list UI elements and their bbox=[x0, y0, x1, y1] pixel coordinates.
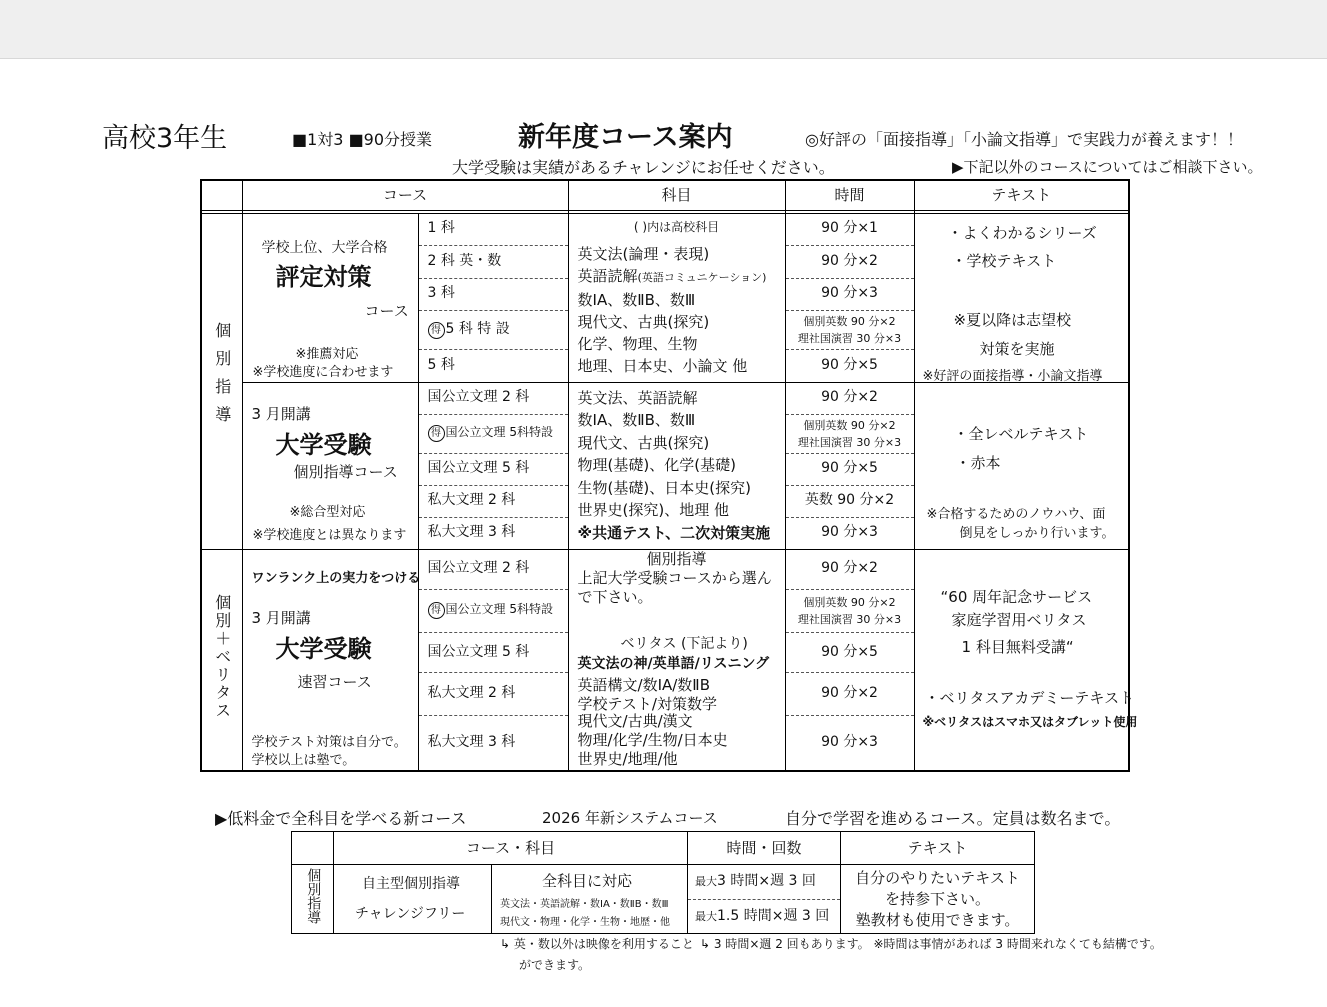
sec3-subject: 英文法の神/英単語/リスニング bbox=[577, 655, 770, 672]
lesson-format: ■1対3 ■90分授業 bbox=[292, 130, 433, 149]
sec2-texts bbox=[914, 382, 1129, 549]
sec1-text: ※夏以降は志望校 bbox=[953, 310, 1072, 329]
sec1-time-5: 90 分×5 bbox=[785, 349, 914, 382]
sec1-subjects bbox=[568, 213, 785, 382]
sec3-subject: 物理/化学/生物/日本史 bbox=[577, 730, 728, 749]
free-header-text: テキスト bbox=[841, 832, 1035, 865]
free-course-table bbox=[291, 831, 1035, 934]
consult-note: ▶下記以外のコースについてはご相談下さい。 bbox=[952, 158, 1263, 176]
sec3-row-3: 国公立文理 5 科 bbox=[418, 633, 568, 673]
course-juken-note2: ※学校進度とは異なります bbox=[252, 527, 407, 543]
free-kobetsu-label: 個別指導 bbox=[305, 868, 322, 925]
sec1-text: ・よくわかるシリーズ bbox=[947, 223, 1097, 242]
sec2-time-4: 英数 90 分×2 bbox=[785, 485, 914, 517]
course-hyotei-title: 評定対策 bbox=[275, 262, 372, 291]
course-juken-suffix: 個別指導コース bbox=[293, 462, 398, 481]
course-sokushu-suffix: 速習コース bbox=[297, 672, 372, 691]
header-subject: 科目 bbox=[568, 180, 785, 210]
course-sokushu-tagline: ワンランク上の実力をつける bbox=[251, 570, 421, 586]
sec1-time-3: 90 分×3 bbox=[785, 278, 914, 310]
sec3-time-2: 個別英数 90 分×2 理社国演習 30 分×3 bbox=[785, 589, 914, 632]
bottom-footnote-1b: ができます。 bbox=[519, 958, 591, 972]
sec1-row-3: 3 科 bbox=[418, 278, 568, 310]
toku-badge-icon: 得 bbox=[428, 425, 445, 442]
course-sokushu-note2: 学校以上は塾で。 bbox=[251, 752, 356, 768]
sec3-subject: 学校テスト/対策数学 bbox=[577, 694, 717, 713]
free-subject-line1: 英文法・英語読解・数ⅠA・数ⅡB・数Ⅲ bbox=[500, 899, 669, 910]
course-sokushu-note1: 学校テスト対策は自分で。 bbox=[251, 734, 407, 750]
sec3-subject: 英語構文/数ⅠA/数ⅡB bbox=[577, 675, 710, 694]
free-text-1: 自分のやりたいテキスト bbox=[855, 869, 1020, 887]
bottom-footnote-2: ↳ 3 時間×週 2 回もあります。 ※時間は事情があれば 3 時間来れなくても結構です。 bbox=[700, 937, 1162, 951]
sec2-subjects bbox=[568, 382, 785, 549]
sec1-row-5: 5 科 bbox=[418, 349, 568, 382]
sec1-time-4: 個別英数 90 分×2 理社国演習 30 分×3 bbox=[785, 310, 914, 349]
free-course-names bbox=[334, 865, 492, 934]
arrow-icon: ↳ bbox=[700, 937, 714, 951]
free-text bbox=[841, 865, 1035, 934]
free-text-3: 塾教材も使用できます。 bbox=[855, 911, 1020, 929]
arrow-icon: ↳ bbox=[500, 937, 514, 951]
header-time: 時間 bbox=[785, 180, 914, 210]
course-juken-title: 大学受験 bbox=[275, 430, 372, 459]
course-hyotei-suffix: コース bbox=[364, 301, 409, 320]
free-time-2: 最大1.5 時間×週 3 回 bbox=[688, 899, 841, 934]
sec1-subject-note: ( )内は高校科目 bbox=[633, 219, 720, 234]
sec1-row-4: 得 5 科 特 設 bbox=[418, 310, 568, 349]
course-hyotei-note2: ※学校進度に合わせます bbox=[252, 364, 394, 380]
sec2-subject: 数ⅠA、数ⅡB、数Ⅲ bbox=[577, 411, 696, 429]
course-juken-note1: ※総合型対応 bbox=[289, 504, 366, 520]
sec1-subject: 地理、日本史、小論文 他 bbox=[577, 356, 748, 375]
sec3-time-3: 90 分×5 bbox=[785, 633, 914, 673]
sec3-subject: 個別指導 bbox=[646, 549, 707, 568]
sec3-time-1: 90 分×2 bbox=[785, 549, 914, 589]
subtitle: 大学受験は実績があるチャレンジにお任せください。 bbox=[452, 158, 835, 177]
bottom-system: 2026 年新システムコース bbox=[542, 809, 718, 827]
sec3-subjects bbox=[568, 549, 785, 771]
sec2-subject: 現代文、古典(探究) bbox=[577, 433, 710, 452]
free-subjects bbox=[492, 865, 688, 934]
course-table bbox=[200, 179, 1138, 772]
sec2-subject: 英文法、英語読解 bbox=[577, 388, 698, 407]
course-hyotei-sub: 学校上位、大学合格 bbox=[261, 239, 388, 256]
free-subject-title: 全科目に対応 bbox=[542, 872, 633, 890]
sec3-subject: 世界史/地理/他 bbox=[577, 749, 678, 768]
sec2-time-5: 90 分×3 bbox=[785, 517, 914, 549]
sec3-row-2: 得 国公立文理 5科特設 bbox=[418, 589, 568, 632]
sec2-row-4: 私大文理 2 科 bbox=[418, 485, 568, 517]
sec2-time-1: 90 分×2 bbox=[785, 382, 914, 414]
free-header-course: コース・科目 bbox=[334, 832, 688, 865]
sec1-row-1: 1 科 bbox=[418, 213, 568, 245]
sec2-row-5: 私大文理 3 科 bbox=[418, 517, 568, 549]
free-kobetsu-cell bbox=[292, 865, 334, 934]
sec1-time-2: 90 分×2 bbox=[785, 245, 914, 278]
bottom-intro: ▶低料金で全科目を学べる新コース bbox=[215, 809, 467, 828]
sec2-row-2: 得 国公立文理 5科特設 bbox=[418, 414, 568, 453]
course-hyotei-note1: ※推薦対応 bbox=[295, 346, 359, 362]
sec1-subject-detail: (英語コミュニケーション) bbox=[637, 270, 767, 284]
sec1-text: ・学校テキスト bbox=[951, 251, 1057, 270]
sec1-time-1: 90 分×1 bbox=[785, 213, 914, 245]
sec1-subject: 数ⅠA、数ⅡB、数Ⅲ bbox=[577, 290, 696, 309]
table-header-row bbox=[201, 180, 1129, 210]
sec3-time-5: 90 分×3 bbox=[785, 715, 914, 770]
free-text-2: を持参下さい。 bbox=[885, 890, 991, 908]
sec3-text: ・ベリタスアカデミーテキスト bbox=[924, 688, 1135, 707]
sec1-subject: 化学、物理、生物 bbox=[577, 334, 698, 353]
free-course-2: チャレンジフリー bbox=[355, 906, 466, 922]
sec3-time-4: 90 分×2 bbox=[785, 673, 914, 715]
grade-title: 高校3年生 bbox=[102, 123, 228, 154]
sec2-row-1: 国公立文理 2 科 bbox=[418, 382, 568, 414]
sec2-text: ・全レベルテキスト bbox=[953, 424, 1089, 443]
sec3-subject: 上記大学受験コースから選ん bbox=[577, 568, 772, 587]
sec3-text: “60 周年記念サービス bbox=[940, 587, 1093, 606]
bottom-footnote-1: ↳ 英・数以外は映像を利用すること bbox=[500, 937, 694, 951]
kobetsu-label-cell bbox=[201, 213, 242, 549]
promo-text: ◎好評の「面接指導」「小論文指導」で実践力が養えます！！ bbox=[805, 130, 1243, 149]
header-course: コース bbox=[242, 180, 568, 210]
browser-toolbar bbox=[0, 0, 1327, 59]
sec3-row-5: 私大文理 3 科 bbox=[418, 715, 568, 770]
sec3-text: 1 科目無料受講“ bbox=[961, 637, 1074, 656]
sec3-subject: ベリタス (下記より) bbox=[620, 635, 748, 652]
sec1-text: 対策を実施 bbox=[979, 339, 1055, 358]
sec3-text: ※ベリタスはスマホ又はタブレット使用 bbox=[922, 714, 1138, 729]
sec2-subject-note: ※共通テスト、二次対策実施 bbox=[577, 523, 771, 542]
sec3-texts bbox=[914, 549, 1138, 771]
free-time-1: 最大3 時間×週 3 回 bbox=[688, 865, 841, 900]
sec3-text: 家庭学習用ベリタス bbox=[951, 610, 1087, 629]
sec2-subject: 物理(基礎)、化学(基礎) bbox=[577, 456, 736, 474]
course-sokushu-month: 3 月開講 bbox=[251, 608, 311, 627]
sec1-subject: 現代文、古典(探究) bbox=[577, 312, 710, 331]
course-juken-kobetsu bbox=[242, 382, 418, 549]
course-juken-month: 3 月開講 bbox=[251, 404, 311, 423]
sec1-subject: 英語読解 bbox=[577, 266, 638, 285]
sec1-texts bbox=[914, 213, 1129, 382]
sec2-text: ※合格するためのノウハウ、面 bbox=[926, 506, 1106, 522]
sec3-subject: で下さい。 bbox=[577, 587, 653, 606]
course-juken-sokushu bbox=[242, 549, 421, 771]
kobetsu-label: 個別指導 bbox=[212, 322, 232, 435]
sec2-time-3: 90 分×5 bbox=[785, 453, 914, 485]
sec2-text: ・赤本 bbox=[955, 453, 1001, 472]
sec3-row-4: 私大文理 2 科 bbox=[418, 673, 568, 715]
sec2-text: 倒見をしっかり行います。 bbox=[959, 525, 1115, 541]
veritas-label-cell bbox=[201, 549, 242, 771]
toku-badge-icon: 得 bbox=[428, 602, 445, 619]
course-sokushu-title: 大学受験 bbox=[275, 634, 372, 663]
header-text: テキスト bbox=[914, 180, 1129, 210]
sec3-subject: 現代文/古典/漢文 bbox=[577, 711, 693, 730]
sec1-subject: 英文法(論理・表現) bbox=[577, 244, 710, 263]
free-subject-line2: 現代文・物理・化学・生物・地歴・他 bbox=[500, 917, 670, 928]
bottom-self: 自分で学習を進めるコース。定員は数名まで。 bbox=[785, 809, 1121, 828]
page-title: 新年度コース案内 bbox=[518, 122, 733, 153]
sec2-time-2: 個別英数 90 分×2 理社国演習 30 分×3 bbox=[785, 414, 914, 453]
free-header-time: 時間・回数 bbox=[688, 832, 841, 865]
free-course-1: 自主型個別指導 bbox=[362, 876, 460, 892]
veritas-label: 個別＋ベリタス bbox=[212, 593, 232, 720]
sec2-subject: 生物(基礎)、日本史(探究) bbox=[577, 478, 751, 497]
sec3-row-1: 国公立文理 2 科 bbox=[418, 549, 568, 589]
sec2-subject: 世界史(探究)、地理 他 bbox=[577, 501, 729, 519]
sec1-text: ※好評の面接指導・小論文指導 bbox=[922, 368, 1103, 384]
sec2-row-3: 国公立文理 5 科 bbox=[418, 453, 568, 485]
sec1-row-2: 2 科 英・数 bbox=[418, 245, 568, 278]
course-hyotei bbox=[242, 213, 418, 382]
toku-badge-icon: 得 bbox=[428, 322, 445, 339]
